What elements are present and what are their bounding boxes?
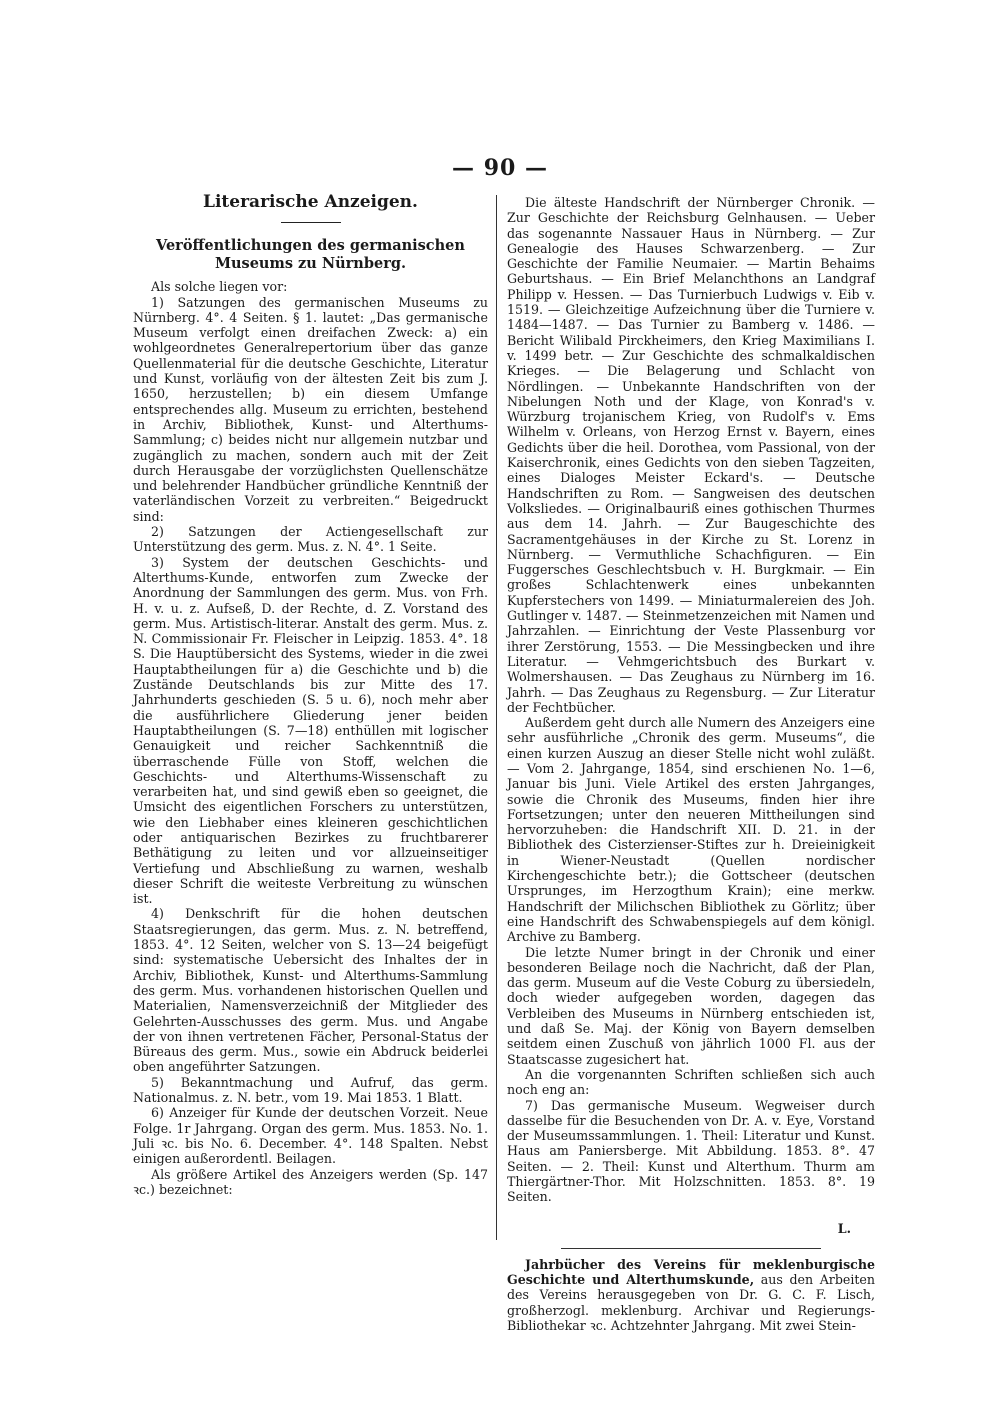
paragraph-item-3: 3) System der deutschen Geschichts- und Alterthums-Kunde, entworfen zum Zwecke der Anordnung der Sammlungen des germ. Mus. von Frh. H. v. u. z. Aufseß, D. der Rechte, d. Z. Vorstand des germ. Mus. Artistisch-literar. Anstalt des germ. Mus. z. N. Commissionair Fr. Fleischer in Leipzig. 1853. 4°. 18 S. Die Hauptübersicht des Systems, wieder in die zwei Hauptabtheilungen für a) die Geschichte und b) die Zustände Deutschlands bis zur Mitte des 17. Jahrhunderts geschieden (S. 5 u. 6), noch mehr aber die ausführlichere Gliederung jener beiden Hauptabtheilungen (S. 7—18) enthüllen mit logischer Genauigkeit und reicher Sachkenntniß die überraschende Fülle von Stoff, welchen die Geschichts- und Alterthums-Wissenschaft zu verarbeiten hat, und sind gewiß eben so geeignet, die Umsicht des eigentlichen Forschers zu unterstützen, wie den Liebhaber eines kleineren geschichtlichen oder antiquarischen Bezirkes zu fruchtbarerer Bethätigung zu leiten und vor allzueinseitiger Vertiefung und Abschließung zu warnen, weshalb dieser Schrift die weiteste Verbreitung zu wünschen ist.	[133, 554, 488, 907]
museum-publications-heading: Veröffentlichungen des germanischen Museums zu Nürnberg.	[156, 237, 465, 273]
paragraph-item-5: 5) Bekanntmachung und Aufruf, das germ. Nationalmus. z. N. betr., vom 19. Mai 1853. 1 Blatt.	[133, 1074, 488, 1106]
paragraph-item-2: 2) Satzungen der Actiengesellschaft zur Unterstützung des germ. Mus. z. N. 4°. 1 Seite.	[133, 524, 488, 555]
page-number: — 90 —	[452, 155, 548, 181]
paragraph-last-issue: Die letzte Numer bringt in der Chronik und einer besonderen Beilage noch die Nachricht, daß der Plan, das germ. Museum auf die Veste Coburg zu übersiedeln, doch wieder aufgegeben worden, dagegen das Verbleiben des Museums in Nürnberg entschieden ist, und daß Se. Maj. der König von Bayern demselben seitdem einen Zuschuß von jährlich 1000 Fl. aus der Staatscasse zugesichert hat.	[507, 944, 875, 1067]
section-rule	[561, 1248, 821, 1249]
paragraph-articles-intro: Als größere Artikel des Anzeigers werden (Sp. 147 ꝛc.) bezeichnet:	[133, 1166, 488, 1197]
signature: L.	[837, 1220, 851, 1236]
paragraph-item-1: 1) Satzungen des germanischen Museums zu Nürnberg. 4°. 4 Seiten. § 1. lautet: „Das germanische Museum verfolgt einen dreifachen Zweck: a) ein wohlgeordnetes Generalrepertorium über das ganze Quellenmaterial für die deutsche Geschichte, Literatur und Kunst, vorläufig von der ältesten Zeit bis zum J. 1650, herzustellen; b) ein diesem Umfange entsprechendes allg. Museum zu errichten, bestehend in Archiv, Bibliothek, Kunst- und Alterthums-Sammlung; c) beides nicht nur allgemein nutzbar und zugänglich zu machen, sondern auch mit der Zeit durch Herausgabe der vorzüglichsten Quellenschätze und belehrender Handbücher gründliche Kenntniß der vaterländischen Vorzeit zu verbreiten.“ Beigedruckt sind:	[133, 294, 488, 524]
paragraph-chronicle: Außerdem geht durch alle Numern des Anzeigers eine sehr ausführliche „Chronik des germ. Museums“, die einen kurzen Auszug an dieser Stelle nicht wohl zuläßt. — Vom 2. Jahrgange, 1854, sind erschienen No. 1—6, Januar bis Juni. Viele Artikel des ersten Jahrganges, sowie die Chronik des Museums, finden hier ihre Fortsetzungen; unter den neueren Mittheilungen sind hervorzuheben: die Handschrift XII. D. 21. in der Bibliothek des Cisterzienser-Stiftes zur h. Dreieinigkeit in Wiener-Neustadt (Quellen nordischer Kirchengeschichte betr.); die Gottscheer (deutschen Ursprunges, im Herzogthum Krain); eine merkw. Handschrift der Milichschen Bibliothek zu Görlitz; über eine Handschrift des Schwabenspiegels auf dem königl. Archive zu Bamberg.	[507, 715, 875, 945]
paragraph-intro: Als solche liegen vor:	[151, 279, 288, 295]
left-column	[133, 192, 488, 1197]
paragraph-item-7: 7) Das germanische Museum. Wegweiser durch dasselbe für die Besuchenden von Dr. A. v. Eye, Vorstand der Museumssammlungen. 1. Theil: Literatur und Kunst. Haus am Paniersberge. Mit Abbildung. 1853. 8°. 47 Seiten. — 2. Theil: Kunst und Alterthum. Thurm am Thiergärtner-Thor. Mit Holzschnitten. 1853. 8°. 19 Seiten.	[507, 1097, 875, 1205]
column-divider	[496, 195, 497, 1240]
section-heading: Literarische Anzeigen.	[203, 192, 418, 212]
right-column	[507, 195, 875, 1333]
paragraph-further-writings: An die vorgenannten Schriften schließen sich auch noch eng an:	[507, 1066, 875, 1098]
paragraph-item-4: 4) Denkschrift für die hohen deutschen Staatsregierungen, das germ. Mus. z. N. betreffend, 1853. 4°. 12 Seiten, welcher von S. 13—24 beigefügt sind: systematische Uebersicht des Inhaltes der in Archiv, Bibliothek, Kunst- und Alterthums-Sammlung des germ. Mus. vorhandenen historischen Quellen und Materialien, Namensverzeichniß der Mitglieder des Gelehrten-Ausschusses des germ. Mus. und Angabe der von ihnen vertretenen Fächer, Personal-Status der Büreaus des germ. Mus., sowie ein Abdruck beiderlei oben angeführter Satzungen.	[133, 906, 488, 1075]
heading-rule	[281, 222, 341, 223]
jahrbuecher-text: aus den Arbeiten des Vereins herausgegeben von Dr. G. C. F. Lisch, großherzogl. meklenburg. Archivar und Regierungs-Bibliothekar ꝛc. Achtzehnter Jahrgang. Mit zwei Stein-	[507, 1272, 875, 1334]
paragraph-item-6: 6) Anzeiger für Kunde der deutschen Vorzeit. Neue Folge. 1r Jahrgang. Organ des germ. Mus. 1853. No. 1. Juli ꝛc. bis No. 6. December. 4°. 148 Spalten. Nebst einigen außerordentl. Beilagen.	[133, 1105, 488, 1167]
paragraph-jahrbuecher	[507, 1257, 875, 1333]
paragraph-articles-list: Die älteste Handschrift der Nürnberger Chronik. — Zur Geschichte der Reichsburg Gelnhausen. — Ueber das sogenannte Nassauer Haus in Nürnberg. — Zur Genealogie des Hauses Schwarzenberg. — Zur Geschichte der Familie Neumaier. — Martin Behaims Geburtshaus. — Ein Brief Melanchthons an Landgraf Philipp v. Hessen. — Das Turnierbuch Ludwigs v. Eib v. 1519. — Gleichzeitige Aufzeichnung über die Turniere v. 1484—1487. — Das Turnier zu Bamberg v. 1486. — Bericht Wilibald Pirckheimers, den Krieg Maximilians I. v. 1499 betr. — Zur Geschichte des schmalkaldischen Krieges. — Die Belagerung und Schlacht von Nördlingen. — Unbekannte Handschriften von der Nibelungen Noth und der Klage, von Konrad's v. Würzburg trojanischem Krieg, von Rudolf's v. Ems Wilhelm v. Orleans, von Herzog Ernst v. Bayern, eines Gedichts über die heil. Dorothea, vom Passional, von der Kaiserchronik, eines Gedichts von den sieben Tagzeiten, eines Dialoges Meister Eckard's. — Deutsche Handschriften zu Rom. — Sangweisen des deutschen Volksliedes. — Originalbauriß eines gothischen Thurmes aus dem 14. Jahrh. — Zur Baugeschichte des Sacramentgehäuses in der Kirche zu St. Lorenz in Nürnberg. — Vermuthliche Schachfiguren. — Ein Fuggersches Geschlechtsbuch v. H. Burgkmair. — Ein großes Schlachtenwerk eines unbekannten Kupferstechers von 1499. — Miniaturmalereien des Joh. Gutlinger v. 1487. — Steinmetzenzeichen mit Namen und Jahrzahlen. — Einrichtung der Veste Plassenburg vor ihrer Zerstörung, 1553. — Die Messingbecken und ihre Literatur. — Vehmgerichtsbuch des Burkart v. Wolmershausen. — Das Zeughaus zu Nürnberg im 16. Jahrh. — Das Zeughaus zu Regensburg. — Zur Literatur der Fechtbücher.	[507, 195, 875, 715]
jahrbuecher-heading: Jahrbücher des Vereins für meklenburgische Geschichte und Alterthumskunde,	[507, 1256, 875, 1288]
